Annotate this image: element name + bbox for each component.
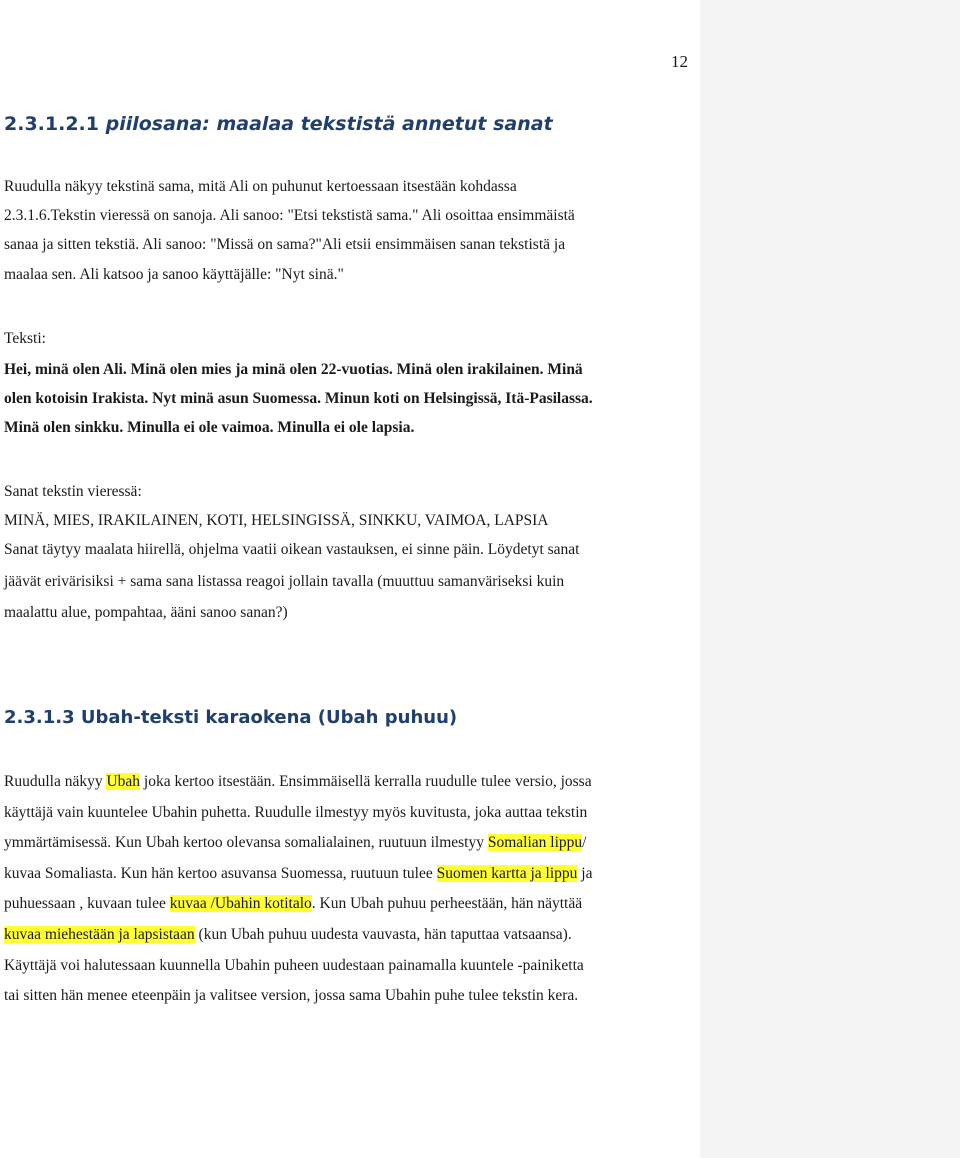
text-run: tai sitten hän menee eteenpäin ja valitsee version, jossa sama Ubahin puhe tulee tekstin kera.	[4, 987, 579, 1004]
word-list: MINÄ, MIES, IRAKILAINEN, KOTI, HELSINGISSÄ, SINKKU, VAIMOA, LAPSIA	[4, 512, 549, 529]
words-label: Sanat tekstin vieressä:	[4, 483, 142, 500]
text-run: puhuessaan , kuvaan tulee	[4, 895, 170, 912]
ubah-line	[4, 926, 572, 944]
text-run: (kun Ubah puhuu uudesta vauvasta, hän taputtaa vatsaansa).	[194, 926, 572, 943]
sample-text-line: olen kotoisin Irakista. Nyt minä asun Suomessa. Minun koti on Helsingissä, Itä-Pasilassa.	[4, 390, 593, 407]
highlighted-text: Ubah	[106, 773, 141, 790]
ubah-line	[4, 865, 592, 883]
heading-title: piilosana: maalaa tekstistä annetut sanat	[105, 113, 553, 135]
text-run: Käyttäjä voi halutessaan kuunnella Ubahin puheen uudestaan painamalla kuuntele -painiketta	[4, 957, 584, 974]
heading-title: Ubah-teksti karaokena (Ubah puhuu)	[80, 707, 458, 728]
text-label: Teksti:	[4, 330, 46, 347]
ubah-line	[4, 895, 582, 913]
text-run: /	[582, 834, 587, 851]
text-run: . Kun Ubah puhuu perheestään, hän näyttää	[311, 895, 583, 912]
section-heading-piilosana	[4, 113, 553, 135]
intro-line: 2.3.1.6.Tekstin vieressä on sanoja. Ali sanoo: "Etsi tekstistä sama." Ali osoittaa ensimmäistä	[4, 207, 575, 224]
ubah-line	[4, 773, 592, 791]
ubah-line	[4, 957, 584, 975]
intro-line: maalaa sen. Ali katsoo ja sanoo käyttäjälle: "Nyt sinä."	[4, 266, 344, 283]
ubah-line	[4, 804, 587, 822]
ubah-line	[4, 834, 586, 852]
description-line: maalattu alue, pompahtaa, ääni sanoo sanan?)	[4, 604, 288, 621]
text-run: Ruudulla näkyy	[4, 773, 107, 790]
page-number: 12	[671, 52, 688, 71]
text-run: ymmärtämisessä. Kun Ubah kertoo olevansa somalialainen, ruutuun ilmestyy	[4, 834, 488, 851]
description-line: jäävät erivärisiksi + sama sana listassa reagoi jollain tavalla (muuttuu samanväriseksi kuin	[4, 573, 565, 590]
text-run: käyttäjä vain kuuntelee Ubahin puhetta. Ruudulle ilmestyy myös kuvitusta, joka auttaa tekstin	[4, 804, 588, 821]
ubah-line	[4, 987, 578, 1005]
highlighted-text: Somalian lippu	[487, 834, 583, 851]
highlighted-text: kuvaa miehestään ja lapsistaan	[4, 926, 195, 943]
comment-margin-pane	[700, 0, 960, 1158]
text-run: joka kertoo itsestään. Ensimmäisellä kerralla ruudulle tulee versio, jossa	[140, 773, 592, 790]
sample-text-line: Minä olen sinkku. Minulla ei ole vaimoa. Minulla ei ole lapsia.	[4, 419, 415, 436]
highlighted-text: Suomen kartta ja lippu	[436, 865, 578, 882]
section-heading-ubah	[4, 707, 457, 728]
description-line: Sanat täytyy maalata hiirellä, ohjelma vaatii oikean vastauksen, ei sinne päin. Löydetyt sanat	[4, 541, 580, 558]
text-run: kuvaa Somaliasta. Kun hän kertoo asuvansa Suomessa, ruutuun tulee	[4, 865, 437, 882]
heading-number: 2.3.1.2.1	[4, 113, 99, 135]
heading-number: 2.3.1.3	[4, 707, 75, 728]
text-run: ja	[577, 865, 593, 882]
highlighted-text: kuvaa /Ubahin kotitalo	[169, 895, 312, 912]
intro-line: Ruudulla näkyy tekstinä sama, mitä Ali on puhunut kertoessaan itsestään kohdassa	[4, 178, 517, 195]
intro-line: sanaa ja sitten tekstiä. Ali sanoo: "Missä on sama?"Ali etsii ensimmäisen sanan tekstistä ja	[4, 236, 566, 253]
sample-text-line: Hei, minä olen Ali. Minä olen mies ja minä olen 22-vuotias. Minä olen irakilainen. Minä	[4, 361, 583, 378]
